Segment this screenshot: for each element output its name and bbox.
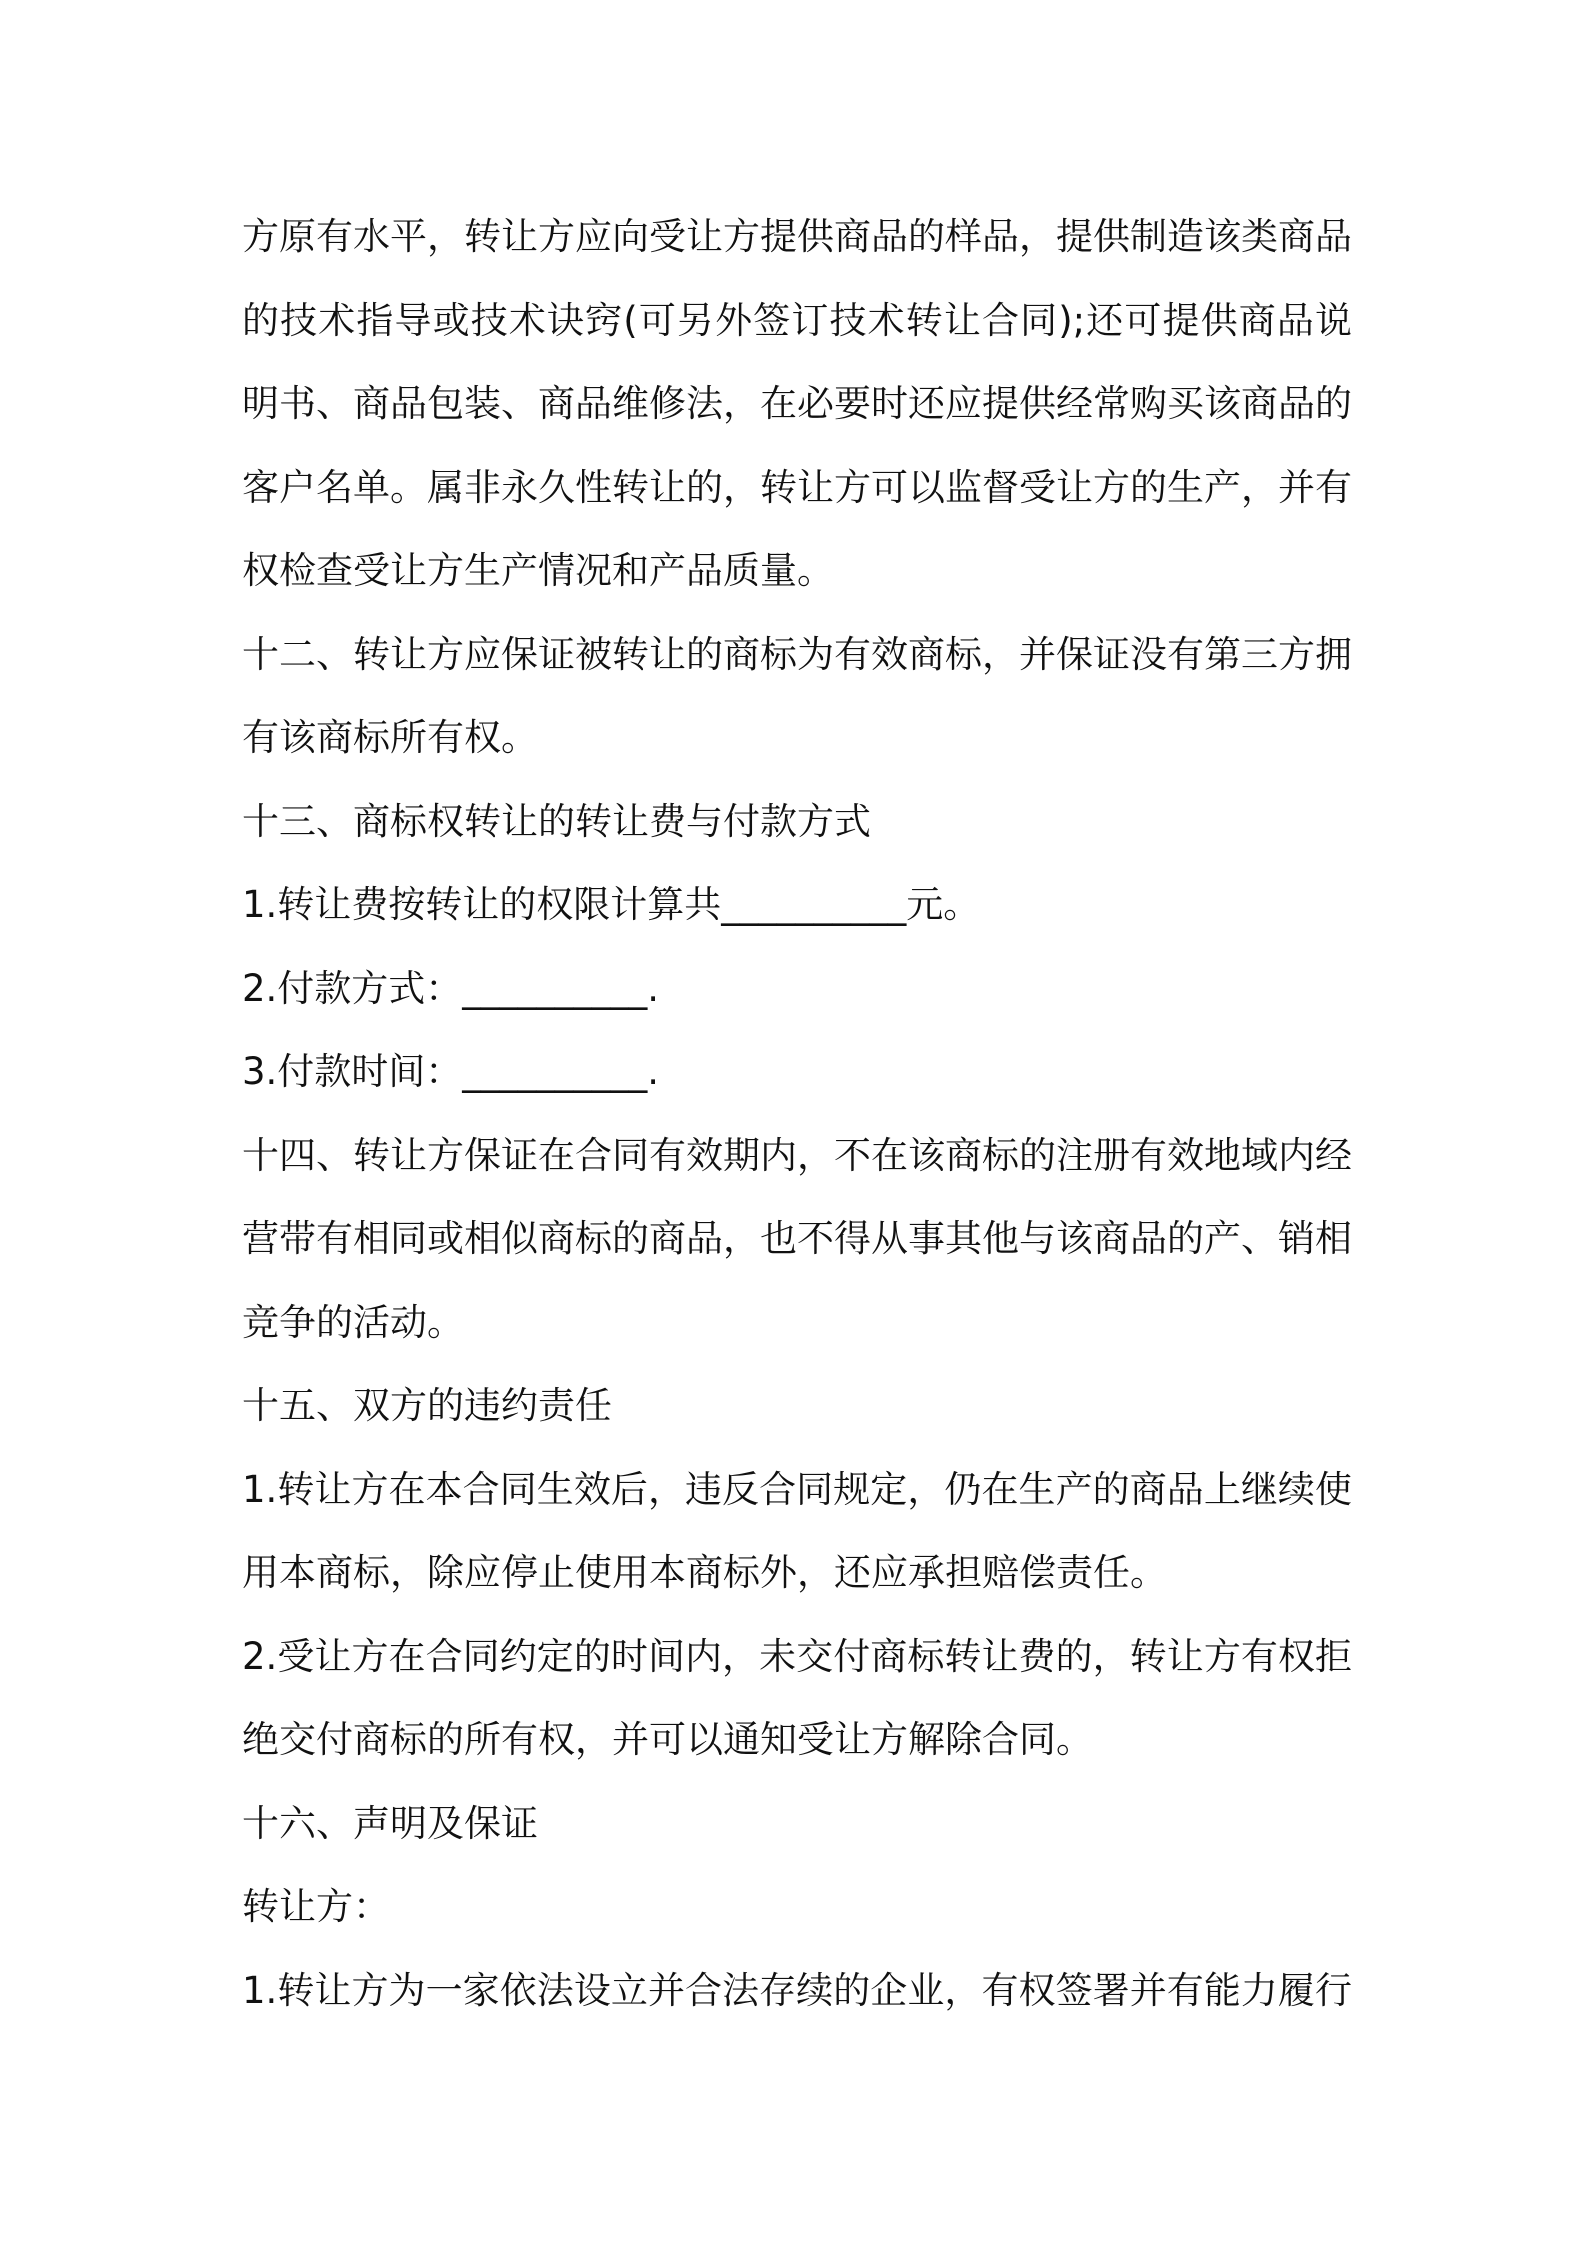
text-line: 十四、转让方保证在合同有效期内，不在该商标的注册有效地域内经 — [242, 1133, 1352, 1177]
clause-13-item-3 — [242, 1030, 1352, 1114]
clause-14 — [242, 1114, 1352, 1365]
clause-15-item-1 — [242, 1448, 1352, 1615]
section-heading: 十三、商标权转让的转让费与付款方式 — [242, 799, 871, 843]
clause-15-item-2 — [242, 1615, 1352, 1782]
clause-16-heading — [242, 1782, 1352, 1866]
text-line: 权检查受让方生产情况和产品质量。 — [242, 549, 834, 592]
section-heading: 十六、声明及保证 — [242, 1801, 538, 1845]
party-label: 转让方： — [242, 1885, 390, 1928]
text-line: 营带有相同或相似商标的商品，也不得从事其他与该商品的产、销相 — [242, 1217, 1352, 1260]
text-line: 十二、转让方应保证被转让的商标为有效商标，并保证没有第三方拥 — [242, 632, 1352, 676]
text-line: 方原有水平，转让方应向受让方提供商品的样品，提供制造该类商品 — [242, 215, 1352, 258]
text-line: 的技术指导或技术诀窍(可另外签订技术转让合同);还可提供商品说 — [242, 298, 1352, 342]
text-line: 用本商标，除应停止使用本商标外，还应承担赔偿责任。 — [242, 1551, 1167, 1594]
text-line: 竞争的活动。 — [242, 1300, 464, 1344]
clause-15-heading — [242, 1364, 1352, 1448]
list-item: 2.付款方式：__________. — [242, 966, 660, 1010]
text-line: 1.转让方为一家依法设立并合法存续的企业，有权签署并有能力履行 — [242, 1968, 1352, 2012]
clause-13-heading — [242, 780, 1352, 864]
list-item: 3.付款时间：__________. — [242, 1050, 660, 1093]
clause-13-item-1 — [242, 863, 1352, 947]
clause-16-item-1 — [242, 1949, 1352, 2033]
document-body — [242, 195, 1352, 2032]
text-line: 绝交付商标的所有权，并可以通知受让方解除合同。 — [242, 1718, 1093, 1761]
clause-13-item-2 — [242, 947, 1352, 1031]
text-line: 1.转让方在本合同生效后，违反合同规定，仍在生产的商品上继续使 — [242, 1467, 1352, 1511]
list-item: 1.转让费按转让的权限计算共__________元。 — [242, 883, 981, 926]
text-line: 有该商标所有权。 — [242, 716, 538, 759]
text-line: 明书、商品包装、商品维修法，在必要时还应提供经常购买该商品的 — [242, 382, 1352, 425]
clause-12 — [242, 613, 1352, 780]
clause-16-party-label — [242, 1865, 1352, 1949]
text-line: 2.受让方在合同约定的时间内，未交付商标转让费的，转让方有权拒 — [242, 1634, 1352, 1678]
paragraph-continuation — [242, 195, 1352, 613]
text-line: 客户名单。属非永久性转让的，转让方可以监督受让方的生产，并有 — [242, 465, 1352, 509]
section-heading: 十五、双方的违约责任 — [242, 1384, 612, 1427]
